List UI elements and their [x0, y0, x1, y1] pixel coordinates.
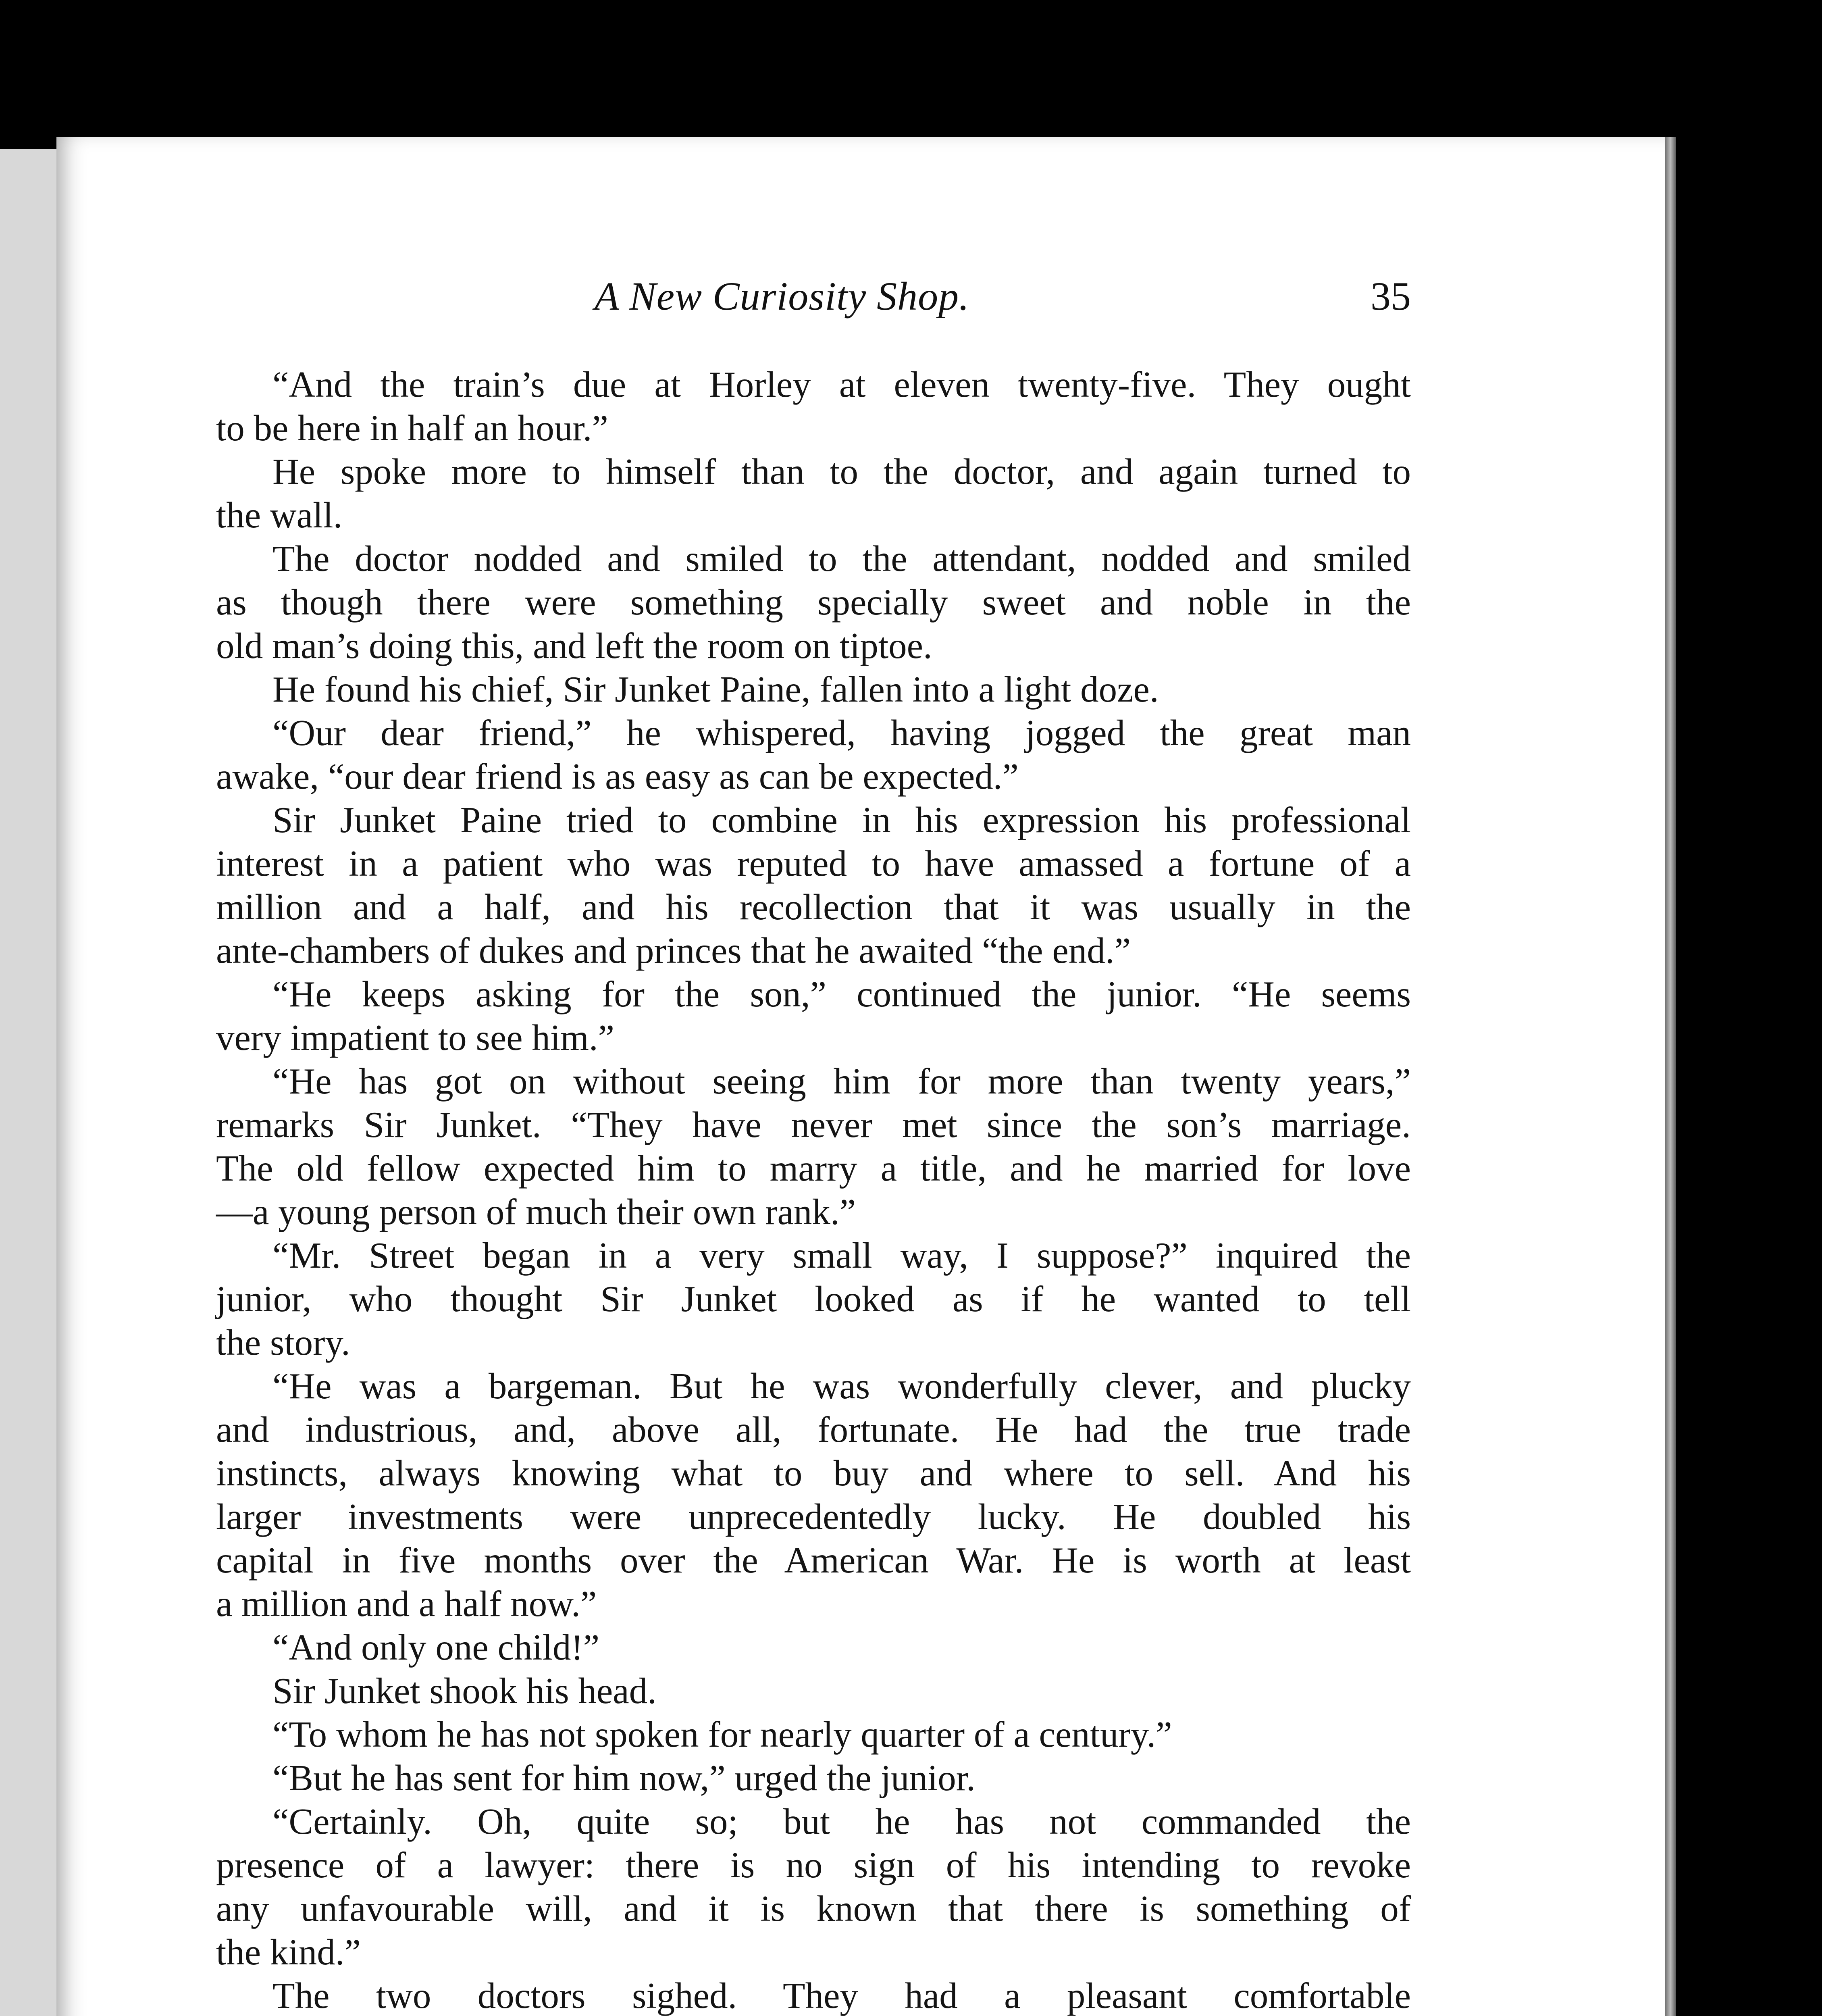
text-line: awake, “our dear friend is as easy as can be expected.” — [216, 756, 1019, 797]
text-line: to be here in half an hour.” — [216, 408, 608, 448]
text-line: “He has got on without seeing him for more than twenty years,” — [272, 1061, 1411, 1102]
text-line: interest in a patient who was reputed to have amassed a fortune of a — [216, 843, 1411, 884]
text-line: ante-chambers of dukes and princes that he awaited “the end.” — [216, 930, 1131, 971]
previous-page-edge — [0, 149, 60, 2016]
text-line: Sir Junket shook his head. — [272, 1670, 657, 1711]
text-line: The old fellow expected him to marry a title, and he married for love — [216, 1148, 1411, 1189]
text-line: remarks Sir Junket. “They have never met since the son’s marriage. — [216, 1104, 1411, 1145]
text-line: “But he has sent for him now,” urged the junior. — [272, 1758, 975, 1798]
text-line: He found his chief, Sir Junket Paine, fallen into a light doze. — [272, 669, 1159, 710]
running-title: A New Curiosity Shop. — [594, 274, 970, 319]
text-line: “He was a bargeman. But he was wonderfully clever, and plucky — [272, 1366, 1411, 1406]
text-line: the kind.” — [216, 1932, 361, 1972]
text-line: “Mr. Street began in a very small way, I suppose?” inquired the — [272, 1235, 1411, 1276]
text-line: “And only one child!” — [272, 1627, 600, 1668]
text-line: “Certainly. Oh, quite so; but he has not commanded the — [272, 1801, 1411, 1842]
text-line: —a young person of much their own rank.” — [216, 1191, 856, 1232]
text-line: Sir Junket Paine tried to combine in his expression his professional — [272, 800, 1411, 840]
text-line: the story. — [216, 1322, 350, 1363]
text-line: “Our dear friend,” he whispered, having jogged the great man — [272, 712, 1411, 753]
running-head — [153, 266, 1411, 327]
text-line: “And the train’s due at Horley at eleven twenty-five. They ought — [272, 364, 1411, 405]
page-edge-right — [1665, 137, 1676, 2016]
text-line: capital in five months over the American War. He is worth at least — [216, 1540, 1411, 1581]
text-line: presence of a lawyer: there is no sign of his intending to revoke — [216, 1845, 1411, 1885]
text-line: as though there were something specially sweet and noble in the — [216, 582, 1411, 623]
text-line: and industrious, and, above all, fortunate. He had the true trade — [216, 1409, 1411, 1450]
text-line: old man’s doing this, and left the room on tiptoe. — [216, 625, 932, 666]
text-line: larger investments were unprecedentedly lucky. He doubled his — [216, 1496, 1411, 1537]
text-line: “To whom he has not spoken for nearly quarter of a century.” — [272, 1714, 1172, 1755]
text-line: “He keeps asking for the son,” continued the junior. “He seems — [272, 974, 1411, 1014]
text-line: junior, who thought Sir Junket looked as if he wanted to tell — [216, 1279, 1411, 1319]
text-line: He spoke more to himself than to the doctor, and again turned to — [272, 451, 1411, 492]
text-line: million and a half, and his recollection that it was usually in the — [216, 887, 1411, 927]
page-number: 35 — [1371, 274, 1411, 319]
text-line: The two doctors sighed. They had a pleasant comfortable — [272, 1975, 1411, 2016]
text-line: any unfavourable will, and it is known that there is something of — [216, 1888, 1411, 1929]
text-line: very impatient to see him.” — [216, 1017, 615, 1058]
text-line: a million and a half now.” — [216, 1583, 597, 1624]
text-line: instincts, always knowing what to buy and where to sell. And his — [216, 1453, 1411, 1493]
body-text — [216, 363, 1411, 2016]
text-line: the wall. — [216, 495, 343, 535]
text-line: The doctor nodded and smiled to the attendant, nodded and smiled — [272, 538, 1411, 579]
